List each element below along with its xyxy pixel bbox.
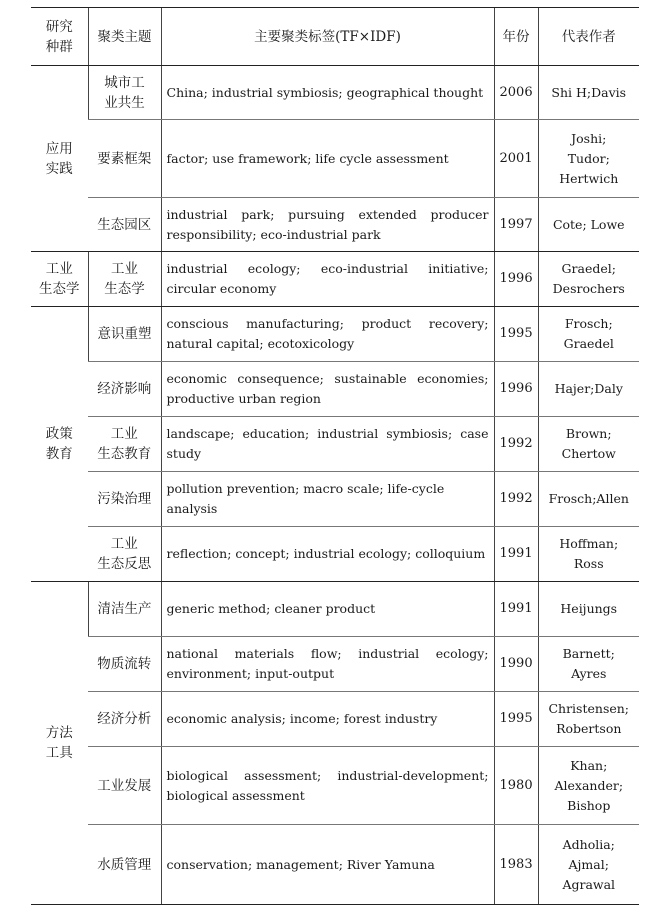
cluster-topic-cell: 经济分析 [88,692,161,747]
cluster-topic-cell: 工业 生态教育 [88,417,161,472]
authors-cell: Joshi; Tudor; Hertwich [538,120,639,198]
table-row [31,637,639,692]
cluster-topic-cell: 经济影响 [88,362,161,417]
cluster-topic-cell: 工业 生态反思 [88,527,161,582]
authors-cell: Frosch;Allen [538,472,639,527]
year-cell: 1992 [494,417,538,472]
table-row [31,582,639,637]
authors-cell: Hoffman; Ross [538,527,639,582]
cluster-labels-cell: economic analysis; income; forest industry [161,692,494,747]
table-row [31,472,639,527]
cluster-labels-cell: generic method; cleaner product [161,582,494,637]
header-year: 年份 [494,8,538,66]
table-body [31,66,639,905]
cluster-labels-cell: landscape; education; industrial symbiosis; case study [161,417,494,472]
year-cell: 1991 [494,527,538,582]
table-row [31,362,639,417]
cluster-labels-cell: economic consequence; sustainable economies; productive urban region [161,362,494,417]
cluster-labels-cell: conscious manufacturing; product recovery; natural capital; ecotoxicology [161,307,494,362]
cluster-table [31,7,639,905]
research-group-cell: 工业 生态学 [31,252,88,307]
table-row [31,198,639,252]
research-group-cell: 方法 工具 [31,582,88,905]
year-cell: 1992 [494,472,538,527]
table-row [31,120,639,198]
cluster-labels-cell: factor; use framework; life cycle assessment [161,120,494,198]
authors-cell: Christensen; Robertson [538,692,639,747]
year-cell: 1995 [494,692,538,747]
authors-cell: Barnett; Ayres [538,637,639,692]
year-cell: 2006 [494,66,538,120]
cluster-topic-cell: 工业发展 [88,747,161,825]
cluster-labels-cell: China; industrial symbiosis; geographical thought [161,66,494,120]
year-cell: 1990 [494,637,538,692]
header-authors: 代表作者 [538,8,639,66]
authors-cell: Heijungs [538,582,639,637]
cluster-labels-cell: biological assessment; industrial-development; biological assessment [161,747,494,825]
table-row [31,252,639,307]
research-group-cell: 应用 实践 [31,66,88,252]
cluster-topic-cell: 清洁生产 [88,582,161,637]
table-row [31,307,639,362]
cluster-labels-cell: reflection; concept; industrial ecology; colloquium [161,527,494,582]
authors-cell: Cote; Lowe [538,198,639,252]
research-group-cell: 政策 教育 [31,307,88,582]
authors-cell: Hajer;Daly [538,362,639,417]
cluster-labels-cell: national materials flow; industrial ecology; environment; input-output [161,637,494,692]
year-cell: 1980 [494,747,538,825]
table-row [31,527,639,582]
cluster-topic-cell: 要素框架 [88,120,161,198]
year-cell: 1991 [494,582,538,637]
authors-cell: Frosch; Graedel [538,307,639,362]
table-row [31,417,639,472]
authors-cell: Khan; Alexander; Bishop [538,747,639,825]
table-row [31,692,639,747]
header-group: 研究 种群 [31,8,88,66]
table-header [31,8,639,66]
year-cell: 1996 [494,252,538,307]
year-cell: 1983 [494,825,538,905]
authors-cell: Adholia; Ajmal; Agrawal [538,825,639,905]
table-row [31,747,639,825]
cluster-topic-cell: 水质管理 [88,825,161,905]
table-row [31,825,639,905]
header-labels: 主要聚类标签(TF×IDF) [161,8,494,66]
cluster-labels-cell: industrial park; pursuing extended producer responsibility; eco-industrial park [161,198,494,252]
cluster-labels-cell: industrial ecology; eco-industrial initiative; circular economy [161,252,494,307]
authors-cell: Shi H;Davis [538,66,639,120]
cluster-topic-cell: 意识重塑 [88,307,161,362]
cluster-topic-cell: 城市工 业共生 [88,66,161,120]
cluster-topic-cell: 物质流转 [88,637,161,692]
cluster-labels-cell: pollution prevention; macro scale; life-cycle analysis [161,472,494,527]
authors-cell: Brown; Chertow [538,417,639,472]
year-cell: 2001 [494,120,538,198]
year-cell: 1997 [494,198,538,252]
table-row [31,66,639,120]
year-cell: 1996 [494,362,538,417]
cluster-topic-cell: 生态园区 [88,198,161,252]
year-cell: 1995 [494,307,538,362]
cluster-labels-cell: conservation; management; River Yamuna [161,825,494,905]
header-topic: 聚类主题 [88,8,161,66]
authors-cell: Graedel; Desrochers [538,252,639,307]
cluster-topic-cell: 污染治理 [88,472,161,527]
cluster-topic-cell: 工业 生态学 [88,252,161,307]
